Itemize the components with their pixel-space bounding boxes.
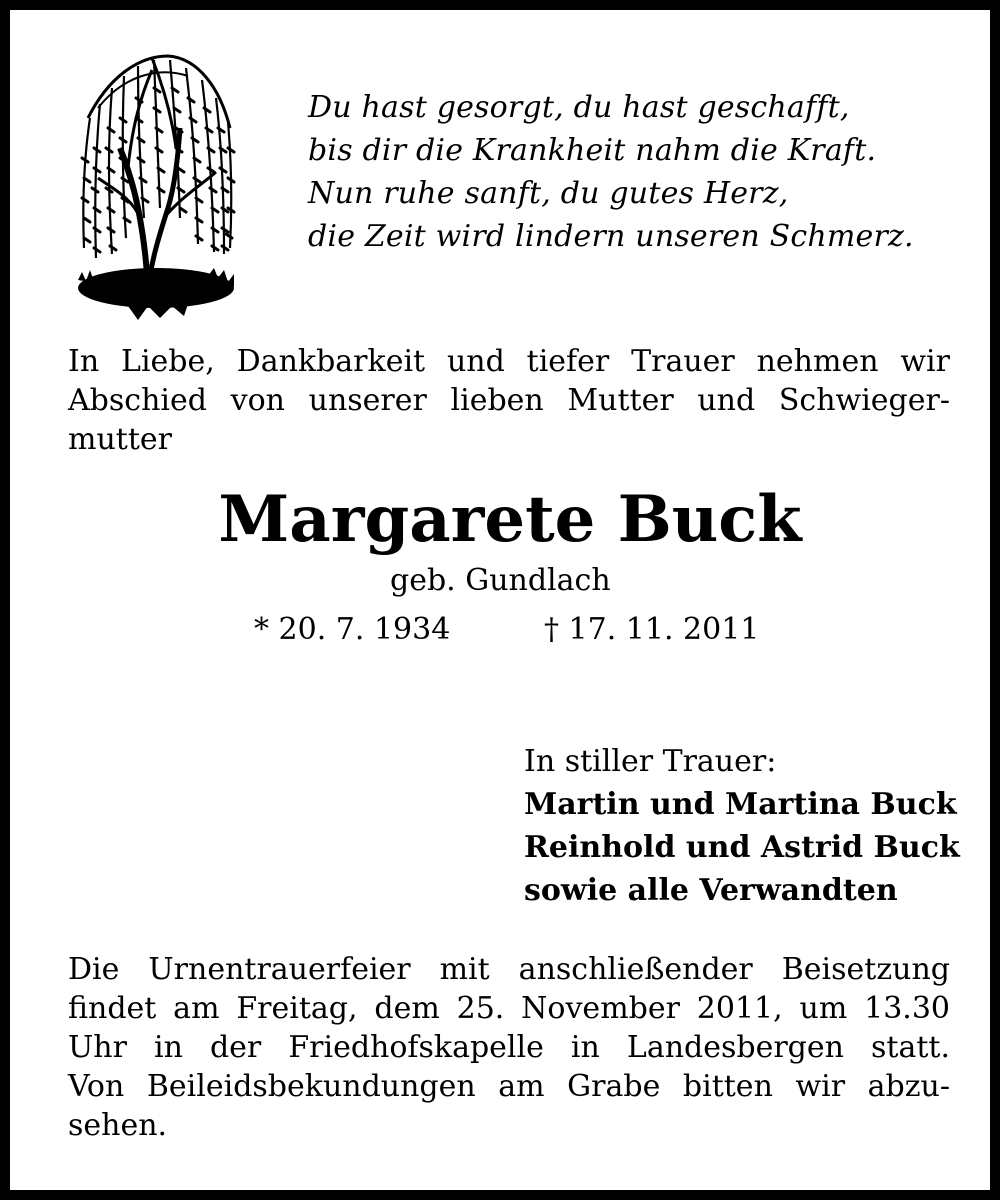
- intro-line: In Liebe, Dankbarkeit und tiefer Trauer nehmen wir: [68, 344, 950, 379]
- deceased-name: Margarete Buck: [218, 482, 802, 557]
- intro-paragraph: [68, 342, 950, 459]
- intro-line: mutter: [68, 422, 172, 457]
- notice-line: Die Urnentrauerfeier mit anschließender Beisetzung: [68, 952, 950, 987]
- poem-line: Du hast gesorgt, du hast geschafft,: [308, 90, 850, 125]
- poem: [308, 86, 914, 258]
- ceremony-notice: [68, 950, 950, 1145]
- notice-line: sehen.: [68, 1108, 168, 1143]
- mourners-block: [524, 740, 960, 912]
- weeping-willow-icon: [68, 48, 238, 320]
- intro-line: Abschied von unserer lieben Mutter und Schwieger-: [68, 383, 950, 418]
- birth-name: geb. Gundlach: [390, 563, 611, 598]
- poem-line: Nun ruhe sanft, du gutes Herz,: [308, 176, 789, 211]
- notice-line: Von Beileidsbekundungen am Grabe bitten wir abzu-: [68, 1069, 950, 1104]
- mourner-name: Reinhold und Astrid Buck: [524, 830, 960, 865]
- notice-line: findet am Freitag, dem 25. November 2011, um 13.30: [68, 991, 950, 1026]
- birth-date: * 20. 7. 1934: [254, 612, 451, 647]
- poem-line: die Zeit wird lindern unseren Schmerz.: [308, 219, 914, 254]
- mourner-name: sowie alle Verwandten: [524, 873, 898, 908]
- notice-line: Uhr in der Friedhofskapelle in Landesbergen statt.: [68, 1030, 950, 1065]
- death-date: † 17. 11. 2011: [544, 612, 760, 647]
- mourner-name: Martin und Martina Buck: [524, 787, 957, 822]
- poem-line: bis dir die Krankheit nahm die Kraft.: [308, 133, 877, 168]
- mourners-heading: In stiller Trauer:: [524, 744, 777, 779]
